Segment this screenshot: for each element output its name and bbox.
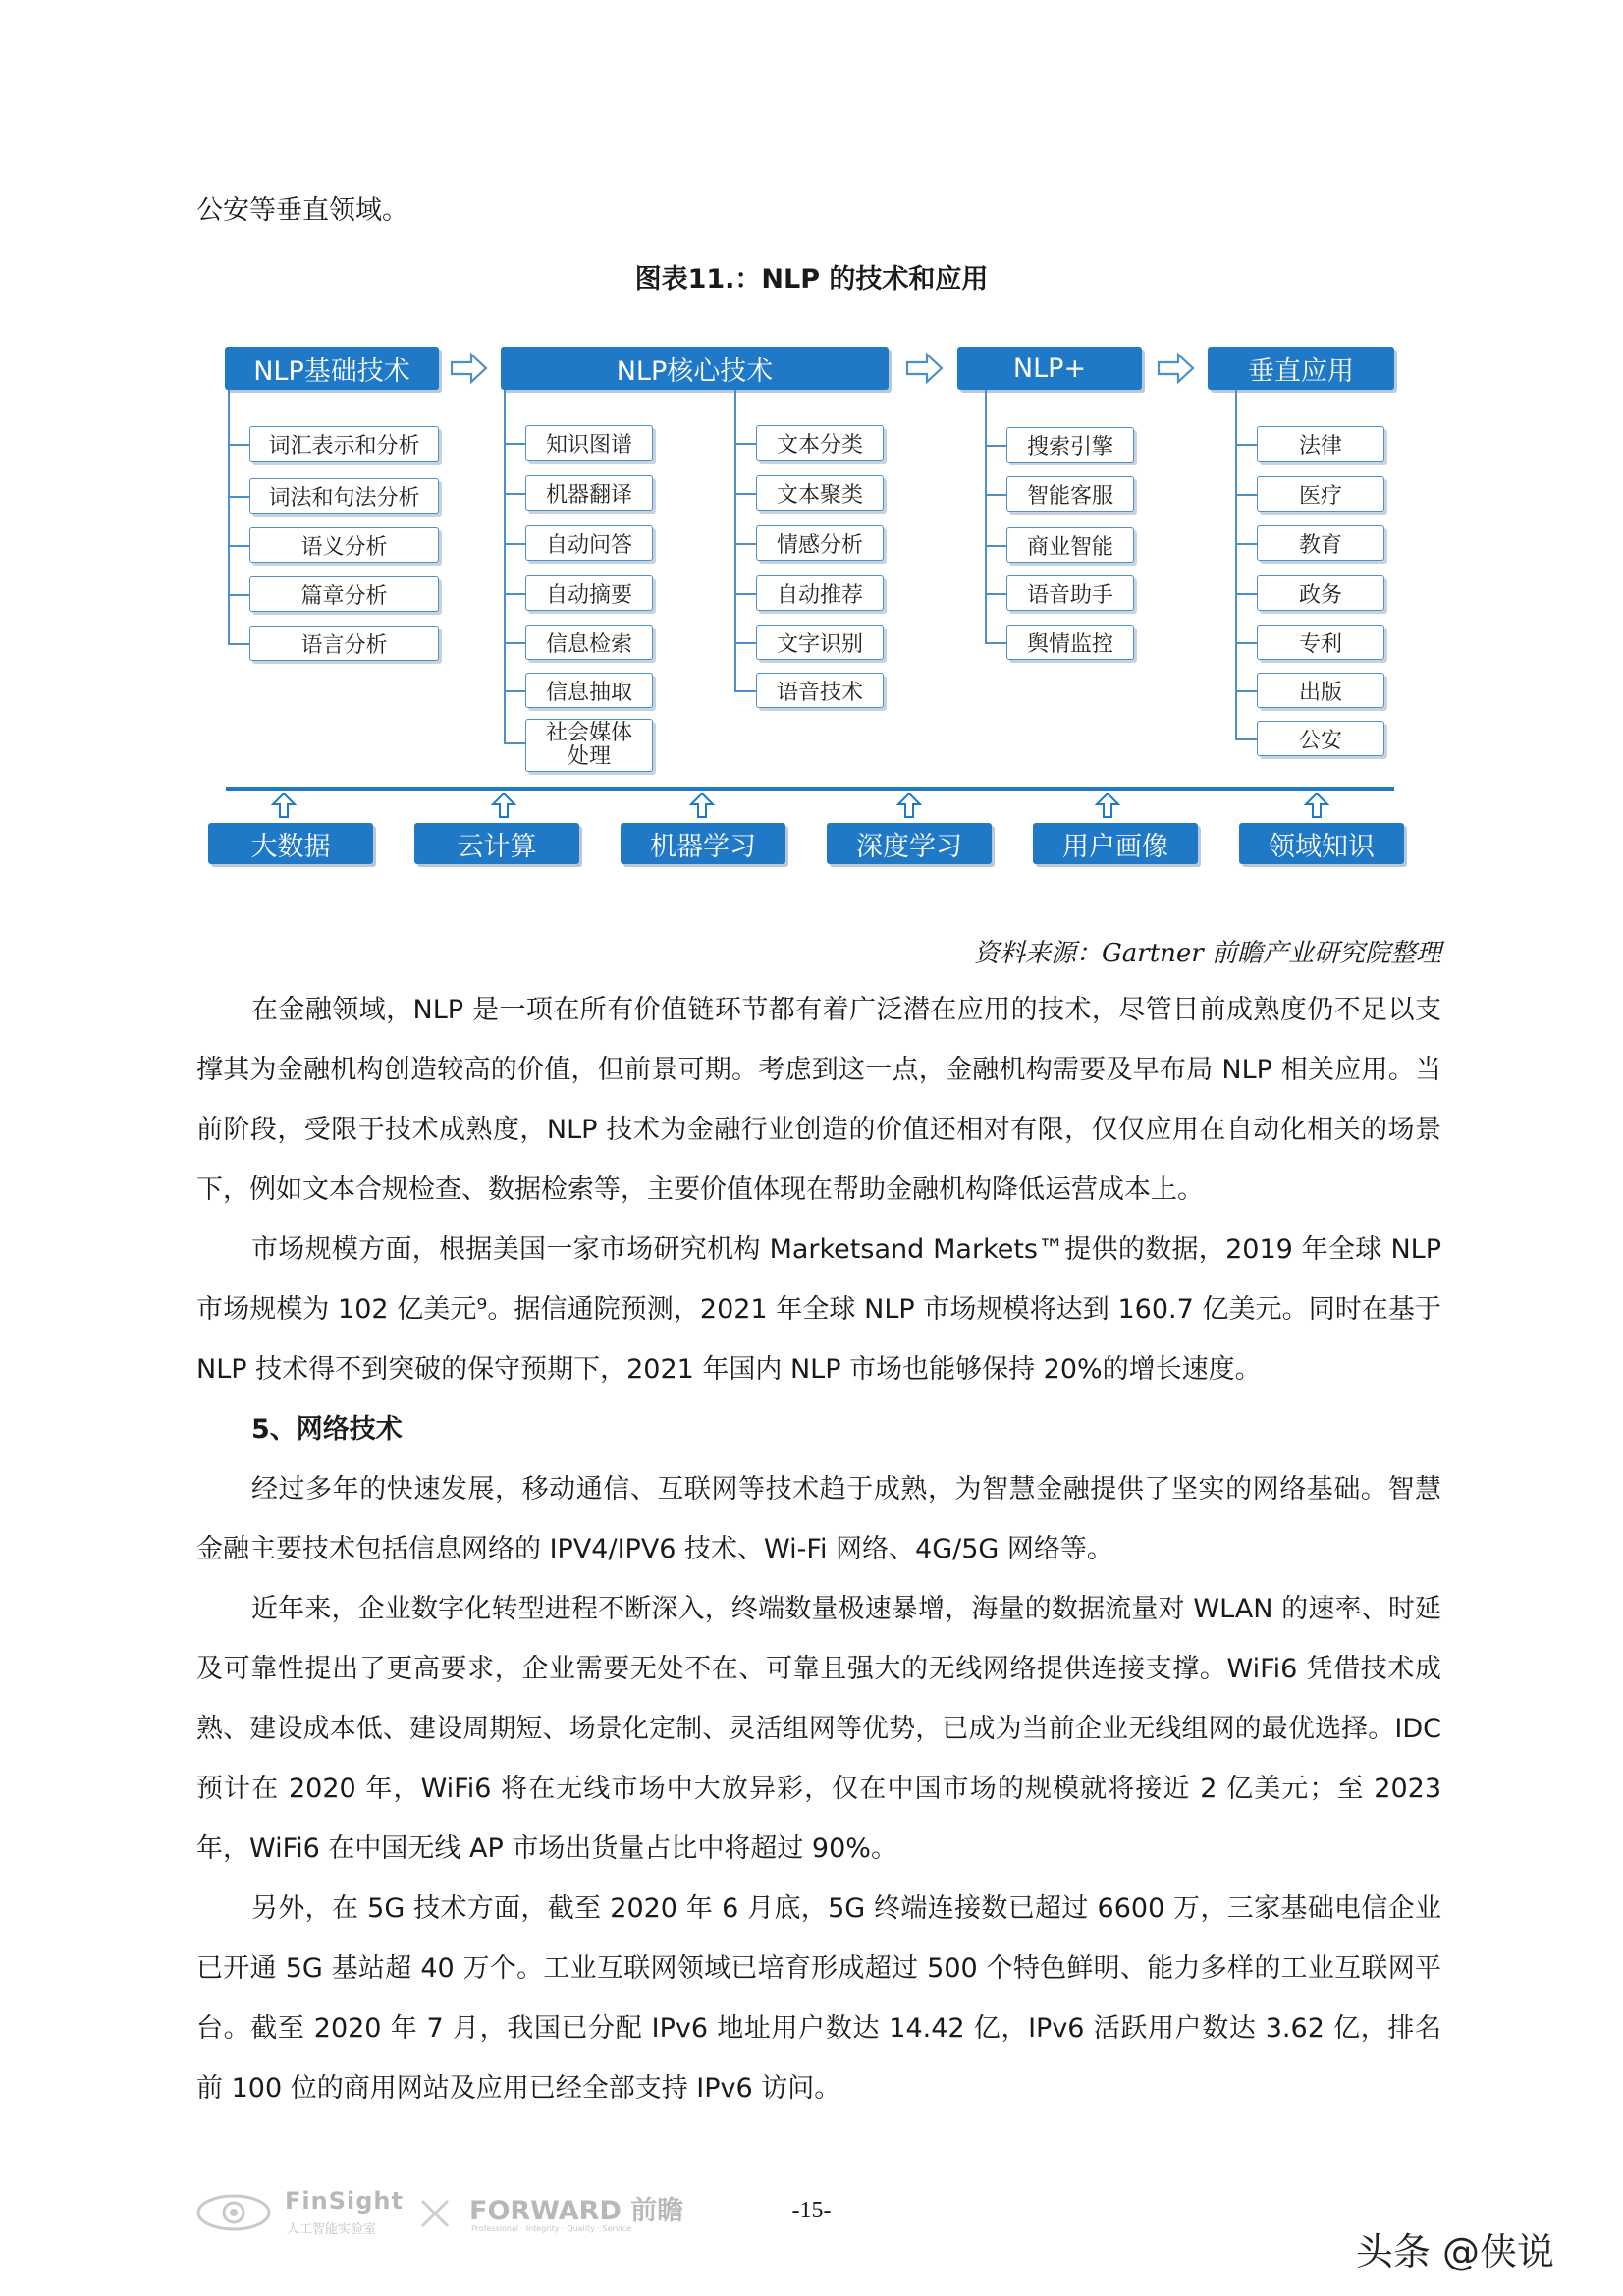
plus-item: 智能客服 (1006, 476, 1134, 512)
forward-logo-text: FORWARD 前瞻 (469, 2196, 684, 2226)
paragraph: 在金融领域，NLP 是一项在所有价值链环节都有着广泛潜在应用的技术，尽管目前成熟度仍不足以支撑其为金融机构创造较高的价值，但前景可期。考虑到这一点，金融机构需要及早布局 NLP 相关应用。当前阶段，受限于技术成熟度，NLP 技术为金融行业创造的价值还相对有限，仅仅应用在自动化相关的场景下，例如文本合规检查、数据检索等，主要价值体现在帮助金融机构降低运营成本上。 (196, 995, 1441, 1205)
basic-item: 词法和句法分析 (249, 478, 439, 514)
basic-item: 语言分析 (249, 626, 439, 661)
basic-item: 语义分析 (249, 527, 439, 563)
intro-line: 公安等垂直领域。 (196, 195, 408, 226)
base-box: 机器学习 (621, 823, 785, 864)
core-left-item: 自动摘要 (525, 575, 653, 611)
arrow-right-icon (905, 352, 945, 385)
paragraph: 市场规模方面，根据美国一家市场研究机构 Marketsand Markets™提供的数据，2019 年全球 NLP 市场规模为 102 亿美元⁹。据信通院预测，2021 年全球 NLP 市场规模将达到 160.7 亿美元。同时在基于 NLP 技术得不到突破的保守预期下，2021 年国内 NLP 市场也能够保持 20%的增长速度。 (196, 1234, 1441, 1385)
vertical-item: 专利 (1257, 625, 1384, 660)
base-box: 云计算 (414, 823, 579, 864)
vertical-item: 出版 (1257, 673, 1384, 708)
arrow-right-icon (450, 352, 489, 385)
core-right-item: 自动推荐 (756, 575, 884, 611)
core-right-item: 语音技术 (756, 673, 884, 708)
core-left-item: 知识图谱 (525, 425, 653, 461)
plus-item: 语音助手 (1006, 575, 1134, 611)
paragraph: 近年来，企业数字化转型进程不断深入，终端数量极速暴增，海量的数据流量对 WLAN 的速率、时延及可靠性提出了更高要求，企业需要无处不在、可靠且强大的无线网络提供连接支撑。WiFi6 凭借技术成熟、建设成本低、建设周期短、场景化定制、灵活组网等优势，已成为当前企业无线组网的最优选择。IDC 预计在 2020 年，WiFi6 将在无线市场中大放异彩，仅在中国市场的规模就将接近 2 亿美元；至 2023 年，WiFi6 在中国无线 AP 市场出货量占比中将超过 90%。 (196, 1594, 1441, 1864)
plus-item: 搜索引擎 (1006, 427, 1134, 463)
core-left-item-label: 社会媒体处理 (545, 721, 632, 769)
arrow-up-icon (1304, 792, 1329, 819)
core-right-item: 文字识别 (756, 625, 884, 660)
core-left-item: 信息抽取 (525, 673, 653, 708)
basic-item: 词汇表示和分析 (249, 426, 439, 462)
section-heading: 5、网络技术 (251, 1414, 403, 1445)
figure-title: 图表11.：NLP 的技术和应用 (634, 264, 989, 295)
plus-item: 舆情监控 (1006, 625, 1134, 660)
base-box: 用户画像 (1033, 823, 1198, 864)
base-box: 深度学习 (827, 823, 992, 864)
arrow-up-icon (896, 792, 922, 819)
arrow-up-icon (271, 792, 297, 819)
base-box: 大数据 (208, 823, 373, 864)
figure-source: 资料来源：Gartner 前瞻产业研究院整理 (974, 939, 1441, 968)
vertical-item: 法律 (1257, 426, 1384, 462)
header-vertical: 垂直应用 (1208, 347, 1394, 390)
vertical-item: 教育 (1257, 525, 1384, 561)
header-basic: NLP基础技术 (225, 347, 439, 390)
forward-logo-subtext: Professional · Integrity · Quality · Service (471, 2224, 632, 2233)
core-left-item (525, 719, 653, 772)
arrow-right-icon (1157, 352, 1196, 385)
paragraph: 经过多年的快速发展，移动通信、互联网等技术趋于成熟，为智慧金融提供了坚实的网络基础。智慧金融主要技术包括信息网络的 IPV4/IPV6 技术、Wi-Fi 网络、4G/5G 网络等。 (196, 1474, 1441, 1564)
arrow-up-icon (491, 792, 516, 819)
arrow-up-icon (689, 792, 715, 819)
header-core: NLP核心技术 (501, 347, 889, 390)
vertical-item: 公安 (1257, 721, 1384, 756)
arrow-up-icon (1095, 792, 1120, 819)
base-box: 领域知识 (1239, 823, 1404, 864)
plus-item: 商业智能 (1006, 527, 1134, 563)
core-right-item: 文本聚类 (756, 475, 884, 511)
core-left-item: 自动问答 (525, 525, 653, 561)
body-text (196, 980, 1441, 2118)
core-left-item: 信息检索 (525, 625, 653, 660)
core-right-item: 文本分类 (756, 425, 884, 461)
finsight-logo-text: FinSight (285, 2187, 404, 2214)
finsight-logo-subtext: 人工智能实验室 (287, 2222, 377, 2237)
vertical-item: 政务 (1257, 575, 1384, 611)
vertical-item: 医疗 (1257, 476, 1384, 512)
foundation-line (226, 787, 1394, 791)
header-plus: NLP+ (957, 347, 1142, 390)
paragraph: 另外，在 5G 技术方面，截至 2020 年 6 月底，5G 终端连接数已超过 6600 万，三家基础电信企业已开通 5G 基站超 40 万个。工业互联网领域已培育形成超过 500 个特色鲜明、能力多样的工业互联网平台。截至 2020 年 7 月，我国已分配 IPv6 地址用户数达 14.42 亿，IPv6 活跃用户数达 3.62 亿，排名前 100 位的商用网站及应用已经全部支持 IPv6 访问。 (196, 1893, 1441, 2104)
core-left-item: 机器翻译 (525, 475, 653, 511)
page-number: -15- (791, 2198, 832, 2223)
core-right-item: 情感分析 (756, 525, 884, 561)
watermark: 头条 @侠说 (1355, 2230, 1554, 2273)
basic-item: 篇章分析 (249, 576, 439, 612)
